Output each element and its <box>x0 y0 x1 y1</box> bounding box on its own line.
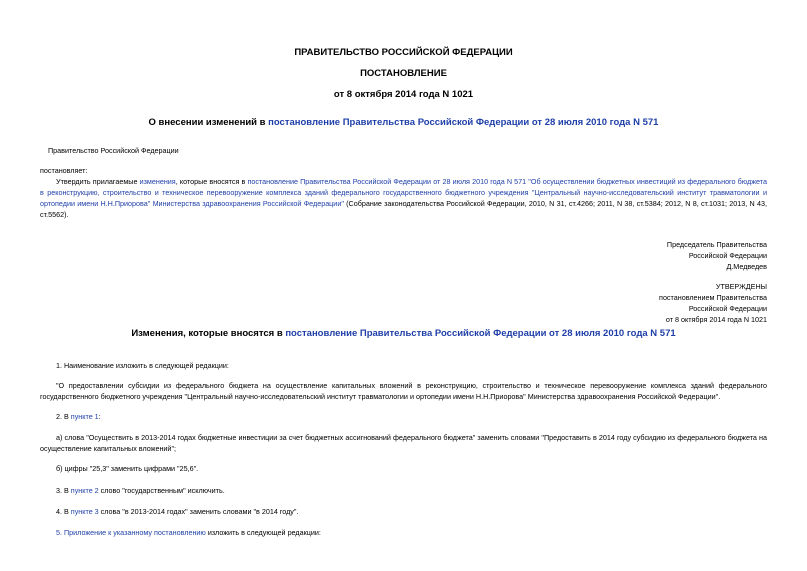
approved-line-3: Российской Федерации <box>688 304 767 313</box>
document-date: от 8 октября 2014 года N 1021 <box>333 89 474 100</box>
item-4-b: слова "в 2013-2014 годах" заменить словами "в 2014 году". <box>98 507 299 516</box>
government-heading: ПРАВИТЕЛЬСТВО РОССИЙСКОЙ ФЕДЕРАЦИИ <box>294 47 513 58</box>
government-line: Правительство Российской Федерации <box>48 146 179 155</box>
decree-571-link[interactable]: постановление Правительства Российской Федерации от 28 июля 2010 года N 571 <box>247 177 527 186</box>
title-link[interactable]: постановление Правительства Российской Федерации от 28 июля 2010 года N 571 <box>268 117 659 128</box>
document-title <box>0 117 807 128</box>
item-2 <box>56 411 101 422</box>
signature-line-1: Председатель Правительства <box>666 240 767 249</box>
item-3-b: слово "государственным" исключить. <box>98 486 225 495</box>
title-prefix: О внесении изменений в <box>148 117 269 128</box>
item-4-link[interactable]: пункте 3 <box>70 507 99 516</box>
item-3-a: 3. В <box>56 486 71 495</box>
approved-line-1: УТВЕРЖДЕНЫ <box>715 282 767 291</box>
item-2-a: 2. В <box>56 412 71 421</box>
item-2-b: : <box>98 412 101 421</box>
signature-line-2: Российской Федерации <box>688 251 767 260</box>
item-3 <box>56 485 225 496</box>
item-3-link[interactable]: пункте 2 <box>70 486 99 495</box>
approved-line-4: от 8 октября 2014 года N 1021 <box>665 315 767 324</box>
decree-571-name[interactable]: "Об осуществлении бюджетных инвестиций из федерального бюджета в реконструкцию, строительство и техническое перевооружение комплекса зданий федерального государственного бюджетного учреждения "Центральный научно-исследовательский институт травматологии и ортопедии имени Н.Н.Приорова" Министерства здравоохранения Российской Федерации" <box>40 177 767 208</box>
item-4 <box>56 506 298 517</box>
decree-word: постановляет: <box>40 166 88 175</box>
p1-text-b: , которые вносятся в <box>175 177 248 186</box>
approved-block <box>659 281 767 325</box>
item-1: 1. Наименование изложить в следующей редакции: <box>56 361 229 370</box>
item-4-a: 4. В <box>56 507 71 516</box>
decree-paragraph <box>40 176 767 220</box>
signature-block <box>667 239 767 272</box>
approved-line-2: постановлением Правительства <box>659 293 767 302</box>
changes-title <box>0 328 807 339</box>
item-2a: а) слова "Осуществить в 2013-2014 годах бюджетные инвестиции за счет бюджетных ассигнований федерального бюджета" заменить словами "Предоставить в 2014 году субсидию из федерального бюджета на осуществление капитальных вложений"; <box>40 433 767 453</box>
item-2b: б) цифры "25,3" заменить цифрами "25,6". <box>56 464 199 473</box>
item-5-b: изложить в следующей редакции: <box>205 528 321 537</box>
item-5-link[interactable]: 5. Приложение к указанному постановлению <box>56 528 206 537</box>
item-2-link[interactable]: пункте 1 <box>70 412 99 421</box>
document-type: ПОСТАНОВЛЕНИЕ <box>360 68 447 79</box>
changes-link[interactable]: изменения <box>139 177 176 186</box>
changes-title-link[interactable]: постановление Правительства Российской Федерации от 28 июля 2010 года N 571 <box>285 328 676 339</box>
p1-text-a: Утвердить прилагаемые <box>56 177 140 186</box>
item-1-quote: "О предоставлении субсидии из федерального бюджета на осуществление капитальных вложений в реконструкцию, строительство и техническое перевооружение комплекса зданий федерального государственного бюджетного учреждения "Центральный научно-исследовательский институт травматологии и ортопедии имени Н.Н.Приорова" Министерства здравоохранения Российской Федерации". <box>40 381 767 401</box>
item-5 <box>56 527 321 538</box>
signature-line-3: Д.Медведев <box>726 262 767 271</box>
changes-title-prefix: Изменения, которые вносятся в <box>131 328 286 339</box>
p1-text-d: (Собрание законодательства Российской Федерации, 2010, N 31, ст.4266; 2011, N 38, ст.5384; 2012, N 8, ст.1031; 2013, N 43, ст.5562). <box>40 199 767 219</box>
